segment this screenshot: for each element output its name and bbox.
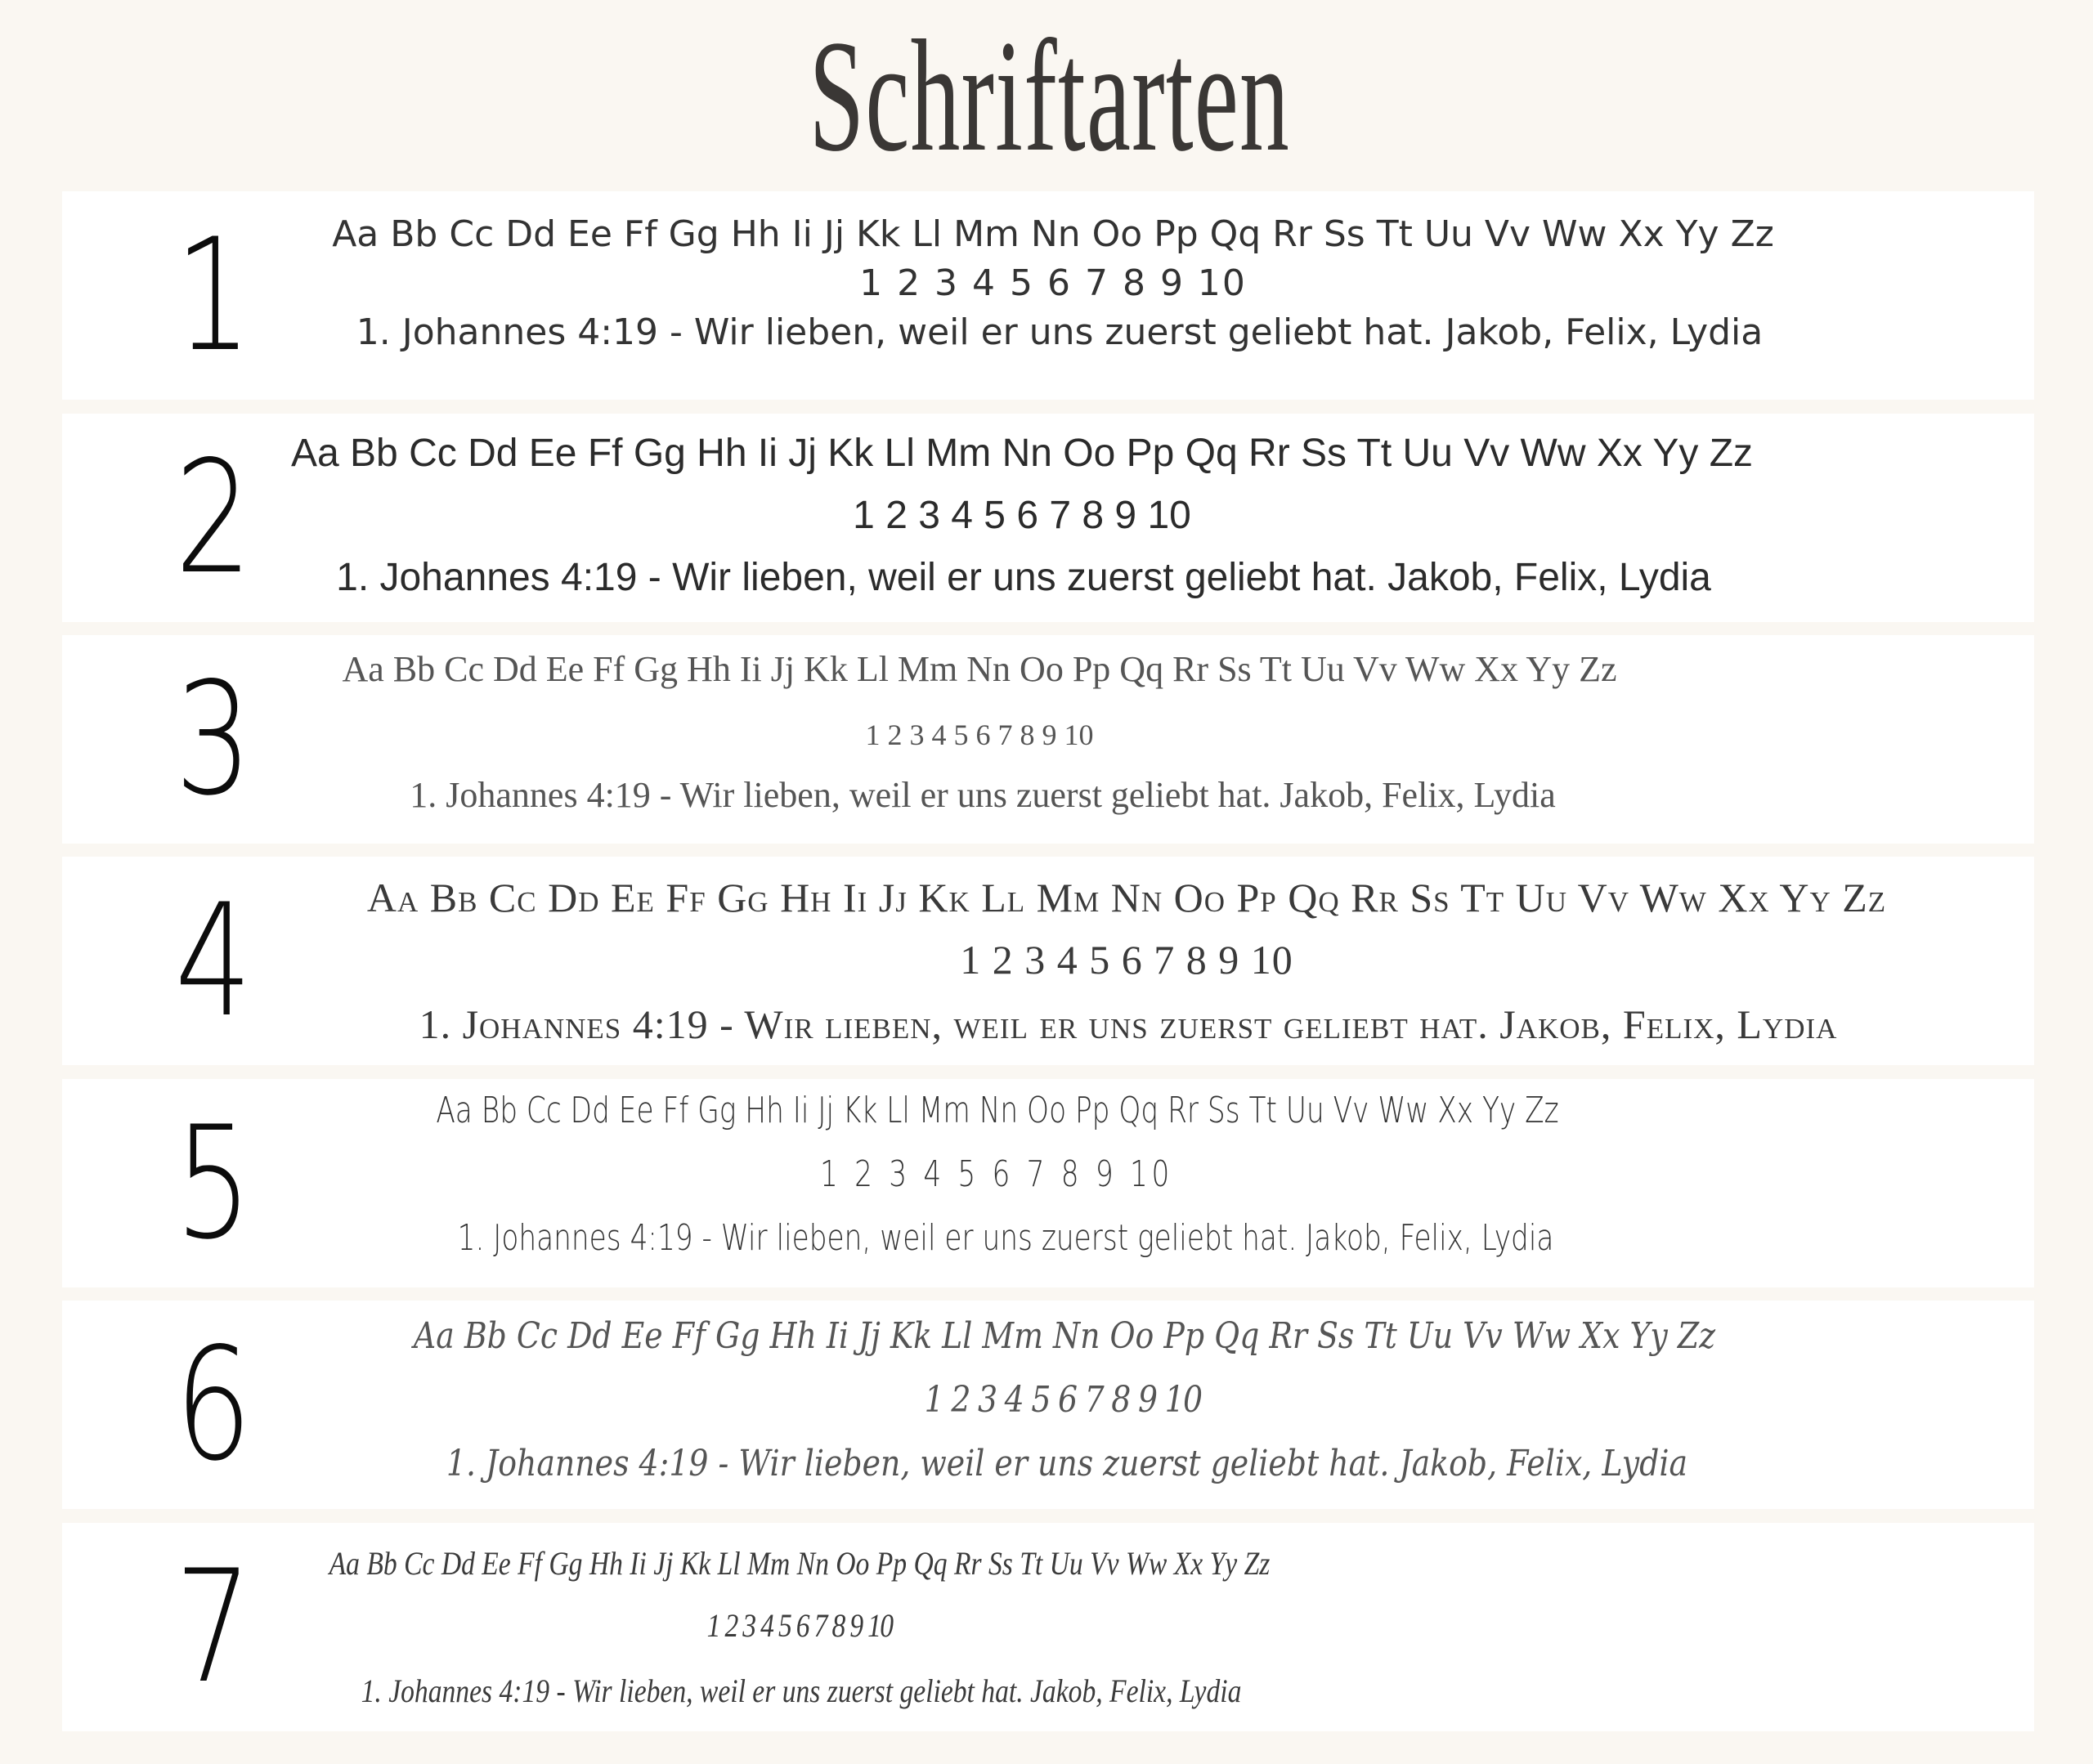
font-6-alphabet: Aa Bb Cc Dd Ee Ff Gg Hh Ii Jj Kk Ll Mm Nn Oo Pp Qq Rr Ss Tt Uu Vv Ww Xx Yy Zz <box>413 1315 1716 1357</box>
font-2-digits: 1 2 3 4 5 6 7 8 9 10 <box>853 494 1191 537</box>
font-7-digits: 1 2 3 4 5 6 7 8 9 10 <box>706 1607 893 1644</box>
page-title: Schriftarten <box>809 7 1291 185</box>
font-5-alphabet: Aa Bb Cc Dd Ee Ff Gg Hh Ii Jj Kk Ll Mm Nn Oo Pp Qq Rr Ss Tt Uu Vv Ww Xx Yy Zz <box>436 1090 1559 1131</box>
font-4-alphabet: Aa Bb Cc Dd Ee Ff Gg Hh Ii Jj Kk Ll Mm Nn Oo Pp Qq Rr Ss Tt Uu Vv Ww Xx Yy Zz <box>366 875 1887 920</box>
font-2-sample: 1. Johannes 4:19 - Wir lieben, weil er uns zuerst geliebt hat. Jakob, Felix, Lydia <box>336 556 1711 599</box>
font-number: 3 <box>174 649 253 830</box>
font-5-sample: 1. Johannes 4:19 - Wir lieben, weil er uns zuerst geliebt hat. Jakob, Felix, Lydia <box>457 1217 1554 1259</box>
font-number: 7 <box>174 1537 253 1717</box>
font-3-sample: 1. Johannes 4:19 - Wir lieben, weil er uns zuerst geliebt hat. Jakob, Felix, Lydia <box>410 775 1556 815</box>
font-number: 4 <box>174 871 253 1051</box>
font-1-alphabet: Aa Bb Cc Dd Ee Ff Gg Hh Ii Jj Kk Ll Mm Nn Oo Pp Qq Rr Ss Tt Uu Vv Ww Xx Yy Zz <box>332 213 1774 255</box>
font-6-digits: 1 2 3 4 5 6 7 8 9 10 <box>924 1379 1202 1421</box>
font-4-sample: 1. Johannes 4:19 - Wir lieben, weil er uns zuerst geliebt hat. Jakob, Felix, Lydia <box>419 1001 1838 1047</box>
font-7-sample: 1. Johannes 4:19 - Wir lieben, weil er uns zuerst geliebt hat. Jakob, Felix, Lydia <box>361 1672 1242 1709</box>
font-7-alphabet: Aa Bb Cc Dd Ee Ff Gg Hh Ii Jj Kk Ll Mm Nn Oo Pp Qq Rr Ss Tt Uu Vv Ww Xx Yy Zz <box>329 1545 1271 1582</box>
font-1-digits: 1 2 3 4 5 6 7 8 9 10 <box>859 262 1247 304</box>
font-4-digits: 1 2 3 4 5 6 7 8 9 10 <box>960 937 1293 983</box>
font-number: 2 <box>174 428 253 608</box>
font-number: 5 <box>174 1093 253 1274</box>
font-2-alphabet: Aa Bb Cc Dd Ee Ff Gg Hh Ii Jj Kk Ll Mm Nn Oo Pp Qq Rr Ss Tt Uu Vv Ww Xx Yy Zz <box>290 432 1754 475</box>
font-3-digits: 1 2 3 4 5 6 7 8 9 10 <box>865 719 1094 751</box>
font-3-alphabet: Aa Bb Cc Dd Ee Ff Gg Hh Ii Jj Kk Ll Mm Nn Oo Pp Qq Rr Ss Tt Uu Vv Ww Xx Yy Zz <box>342 649 1617 689</box>
font-1-sample: 1. Johannes 4:19 - Wir lieben, weil er uns zuerst geliebt hat. Jakob, Felix, Lydia <box>356 311 1764 353</box>
font-number: 6 <box>174 1314 253 1495</box>
font-number: 1 <box>174 205 253 386</box>
font-6-sample: 1. Johannes 4:19 - Wir lieben, weil er uns zuerst geliebt hat. Jakob, Felix, Lydia <box>446 1443 1688 1484</box>
font-5-digits: 1 2 3 4 5 6 7 8 9 10 <box>820 1153 1173 1195</box>
